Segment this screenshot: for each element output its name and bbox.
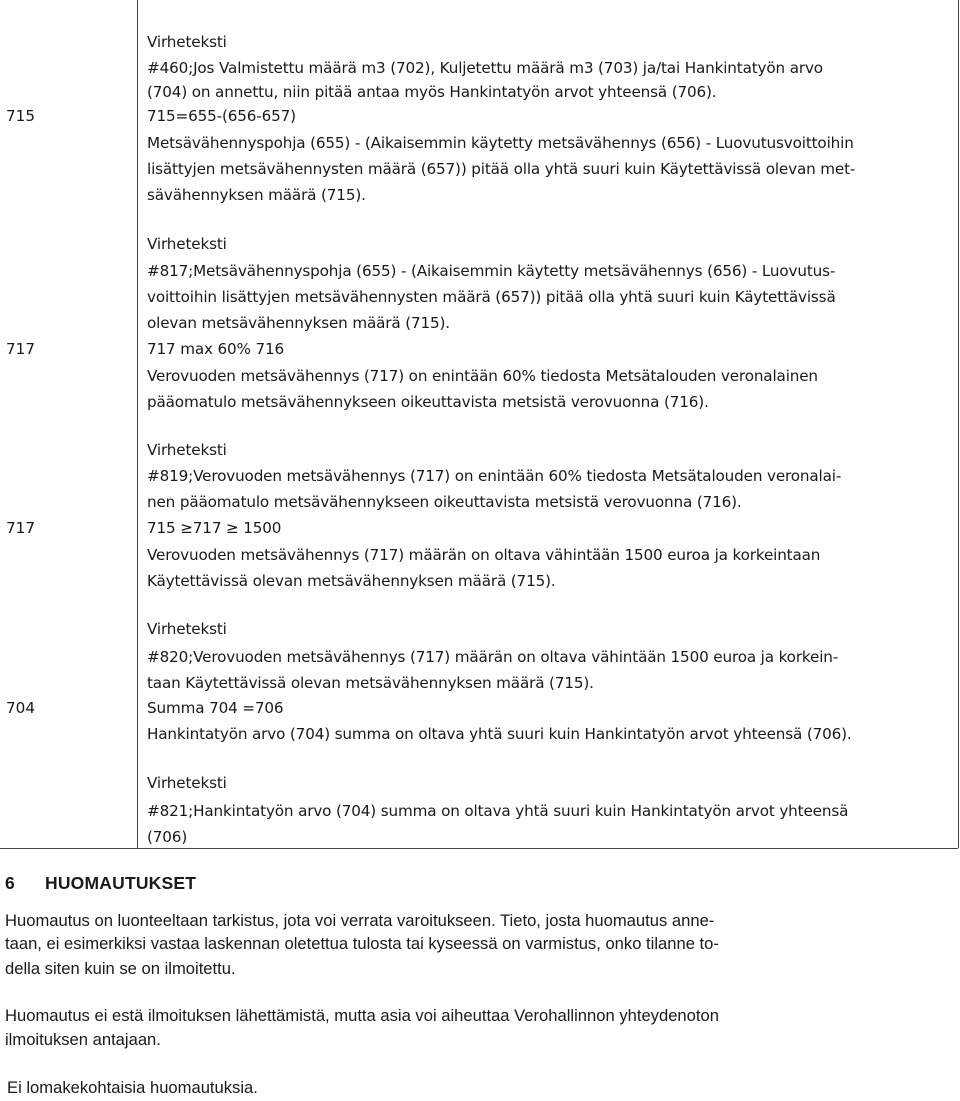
error-text-line: nen pääomatulo metsävähennykseen oikeuttavista metsistä verovuonna (716). xyxy=(147,493,742,511)
rule-formula: 717 max 60% 716 xyxy=(147,340,285,358)
rule-description-line: Verovuoden metsävähennys (717) määrän on oltava vähintään 1500 euroa ja korkeintaan xyxy=(147,546,821,564)
rule-description-line: pääomatulo metsävähennykseen oikeuttavista metsistä verovuonna (716). xyxy=(147,393,709,411)
rule-description-line: Verovuoden metsävähennys (717) on enintään 60% tiedosta Metsätalouden veronalainen xyxy=(147,367,818,385)
rule-formula: Summa 704 =706 xyxy=(147,699,284,717)
error-label: Virheteksti xyxy=(147,774,227,792)
table-bottom-border xyxy=(0,848,958,849)
rule-formula: 715 ≥717 ≥ 1500 xyxy=(147,519,282,537)
error-text-line: #819;Verovuoden metsävähennys (717) on enintään 60% tiedosta Metsätalouden veronalai- xyxy=(147,467,842,485)
rule-formula: 715=655-(656-657) xyxy=(147,107,296,125)
error-text-line: #821;Hankintatyön arvo (704) summa on oltava yhtä suuri kuin Hankintatyön arvot yhteensä xyxy=(147,802,849,820)
field-code: 717 xyxy=(6,340,35,358)
field-code: 717 xyxy=(6,519,35,537)
rule-description-line: Metsävähennyspohja (655) - (Aikaisemmin käytetty metsävähennys (656) - Luovutusvoittoihin xyxy=(147,134,854,152)
error-text-line: #820;Verovuoden metsävähennys (717) määrän on oltava vähintään 1500 euroa ja korkein- xyxy=(147,648,839,666)
section-title: HUOMAUTUKSET xyxy=(45,873,197,893)
field-code: 715 xyxy=(6,107,35,125)
table-right-border xyxy=(958,0,959,848)
paragraph-line: della siten kuin se on ilmoitettu. xyxy=(5,959,236,978)
paragraph-line: Ei lomakekohtaisia huomautuksia. xyxy=(7,1078,258,1097)
paragraph-line: ilmoituksen antajaan. xyxy=(5,1030,161,1049)
error-label: Virheteksti xyxy=(147,33,227,51)
section-heading xyxy=(5,873,196,894)
error-text-line: #817;Metsävähennyspohja (655) - (Aikaisemmin käytetty metsävähennys (656) - Luovutus- xyxy=(147,262,836,280)
error-text-line: (704) on annettu, niin pitää antaa myös Hankintatyön arvot yhteensä (706). xyxy=(147,83,717,101)
rule-description-line: sävähennyksen määrä (715). xyxy=(147,186,366,204)
error-text-line: #460;Jos Valmistettu määrä m3 (702), Kuljetettu määrä m3 (703) ja/tai Hankintatyön arvo xyxy=(147,59,823,77)
error-label: Virheteksti xyxy=(147,441,227,459)
column-divider xyxy=(137,0,138,848)
rule-description-line: Käytettävissä olevan metsävähennyksen määrä (715). xyxy=(147,572,556,590)
paragraph-line: Huomautus on luonteeltaan tarkistus, jota voi verrata varoitukseen. Tieto, josta huomautus anne- xyxy=(5,911,715,930)
error-text-line: (706) xyxy=(147,828,188,846)
error-label: Virheteksti xyxy=(147,620,227,638)
paragraph-line: taan, ei esimerkiksi vastaa laskennan oletettua tulosta tai kyseessä on varmistus, onko tilanne to- xyxy=(5,934,719,953)
paragraph-line: Huomautus ei estä ilmoituksen lähettämistä, mutta asia voi aiheuttaa Verohallinnon yhteydenoton xyxy=(5,1006,719,1025)
field-code: 704 xyxy=(6,699,35,717)
error-label: Virheteksti xyxy=(147,235,227,253)
rule-description-line: lisättyjen metsävähennysten määrä (657)) pitää olla yhtä suuri kuin Käytettävissä olevan met- xyxy=(147,160,856,178)
error-text-line: taan Käytettävissä olevan metsävähennyksen määrä (715). xyxy=(147,674,594,692)
error-text-line: voittoihin lisättyjen metsävähennysten määrä (657)) pitää olla yhtä suuri kuin Käytettävissä xyxy=(147,288,836,306)
error-text-line: olevan metsävähennyksen määrä (715). xyxy=(147,314,450,332)
section-number: 6 xyxy=(5,873,15,893)
rule-description-line: Hankintatyön arvo (704) summa on oltava yhtä suuri kuin Hankintatyön arvot yhteensä (706). xyxy=(147,725,852,743)
